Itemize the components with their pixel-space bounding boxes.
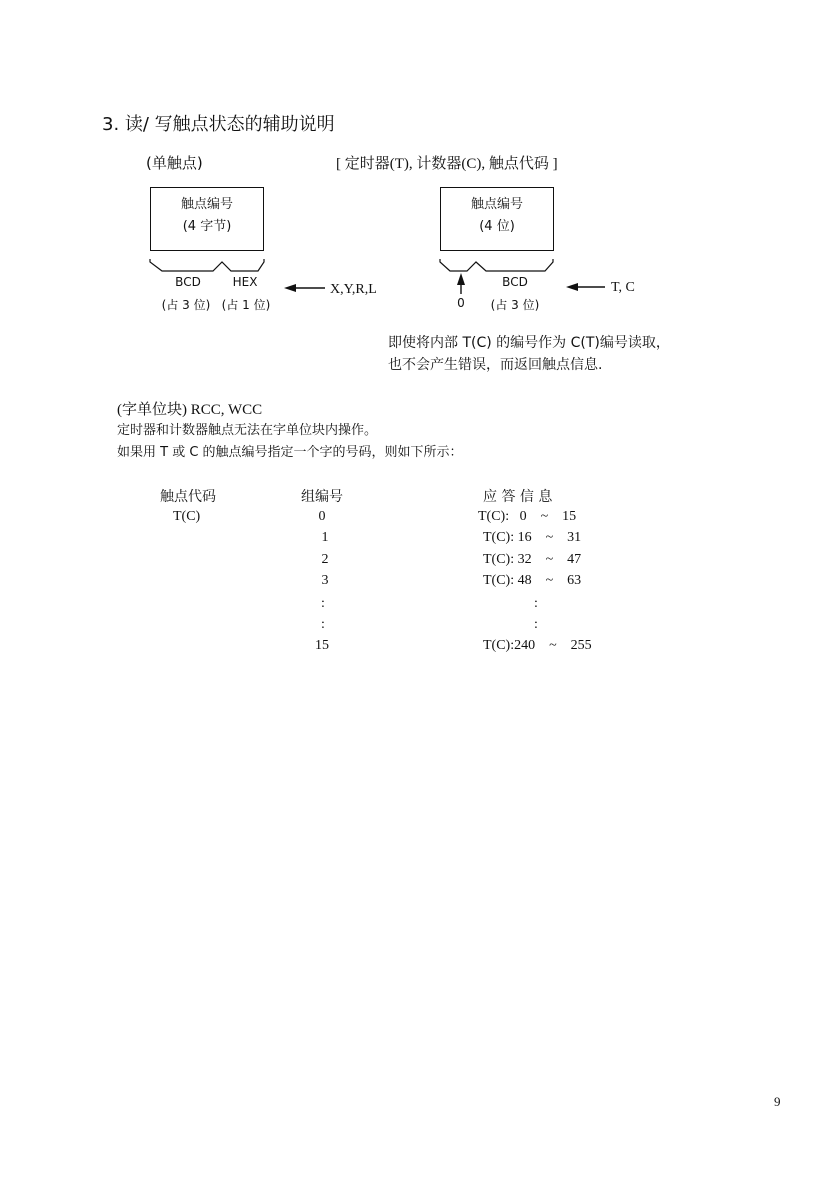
- table-header-group: 组编号: [301, 489, 343, 505]
- table-cell-group: :: [321, 617, 325, 632]
- table-cell-response: :: [534, 596, 538, 611]
- table-cell-response: T(C): 32 ~ 47: [483, 552, 582, 567]
- word-block-line-2: 如果用 T 或 C 的触点编号指定一个字的号码，则如下所示：: [117, 445, 463, 460]
- table-cell-response: T(C): 16 ~ 31: [483, 530, 582, 545]
- left-field-bcd-sub: (占 3 位): [161, 298, 211, 312]
- word-block-line-1: 定时器和计数器触点无法在字单位块内操作。: [117, 423, 378, 438]
- table-cell-response: T(C): 0 ~ 15: [478, 509, 577, 524]
- right-field-bcd-sub: (占 3 位): [490, 298, 540, 312]
- left-field-hex-label: HEX: [232, 275, 258, 289]
- left-box-line1: 触点编号: [180, 197, 233, 212]
- left-brace: [150, 259, 264, 271]
- single-contact-title: (单触点): [146, 154, 203, 172]
- table-header-code: 触点代码: [160, 489, 216, 505]
- table-cell-group: 3: [321, 573, 329, 588]
- table-cell-response: :: [534, 617, 538, 632]
- left-box-line2: (4 字节): [182, 219, 232, 234]
- table-cell-group: :: [321, 596, 325, 611]
- right-box-line2: (4 位): [479, 219, 515, 234]
- section-heading: 3. 读/ 写触点状态的辅助说明: [102, 114, 335, 135]
- timer-counter-title: [ 定时器(T), 计数器(C), 触点代码 ]: [336, 156, 558, 172]
- right-box-line1: 触点编号: [470, 197, 523, 212]
- table-cell-group: 2: [321, 552, 329, 567]
- right-field-bcd-label: BCD: [502, 275, 528, 289]
- table-header-response: 应 答 信 息: [483, 489, 553, 505]
- note-line-2: 也不会产生错误，而返回触点信息.: [388, 357, 603, 373]
- table-cell-group: 0: [318, 509, 326, 524]
- word-block-title: (字单位块) RCC, WCC: [117, 402, 263, 418]
- right-brace: [440, 259, 553, 271]
- table-cell-code: T(C): [173, 509, 201, 524]
- right-arrow-label: T, C: [611, 280, 635, 295]
- up-arrow-head: [457, 273, 465, 285]
- note-line-1: 即使将内部 T(C) 的编号作为 C(T)编号读取，: [388, 335, 670, 351]
- table-cell-group: 15: [315, 638, 329, 653]
- page-number: 9: [774, 1094, 781, 1109]
- right-arrow-head: [566, 283, 578, 291]
- table-cell-group: 1: [321, 530, 329, 545]
- table-cell-response: T(C):240 ~ 255: [483, 638, 592, 653]
- table-cell-response: T(C): 48 ~ 63: [483, 573, 582, 588]
- right-field-zero-label: 0: [457, 296, 465, 310]
- left-arrow-label: X,Y,R,L: [330, 282, 377, 297]
- left-field-bcd-label: BCD: [175, 275, 201, 289]
- left-field-hex-sub: (占 1 位): [221, 298, 271, 312]
- left-arrow-head: [284, 284, 296, 292]
